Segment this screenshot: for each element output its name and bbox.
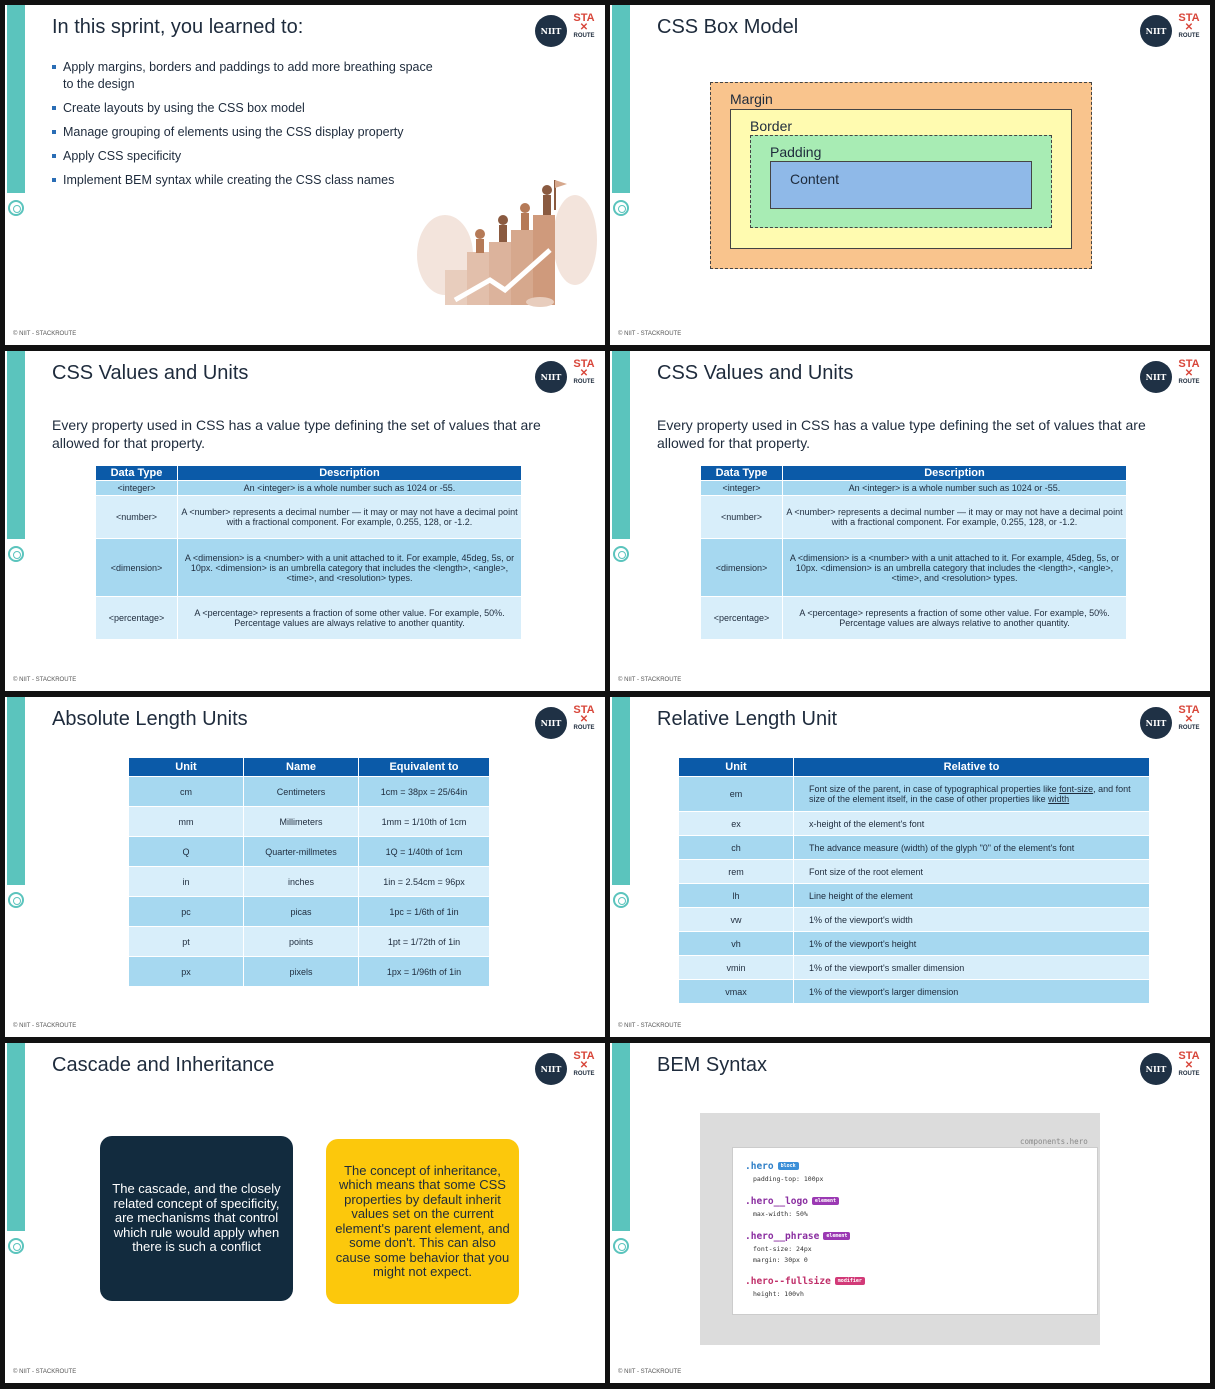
slide-relative-units[interactable] [610,697,1210,1037]
table-cell: x-height of the element's font [794,812,1150,836]
table-cell: The advance measure (width) of the glyph "0" of the element's font [794,836,1150,860]
bem-tag: element [812,1197,839,1205]
table-cell: 1% of the viewport's width [794,908,1150,932]
route-text: ROUTE [1178,725,1200,731]
cell-text: Font size of the parent, in case of typographical properties like [809,784,1060,794]
sta-text: STA [573,12,595,24]
target-icon [8,1238,24,1254]
table-cell: A <number> represents a decimal number — it may or may not have a decimal point with a fractional component. For example, 0.255, 128, or -1.2. [178,496,522,539]
intro-text: Every property used in CSS has a value type defining the set of values that are allowed for that property. [657,417,1146,451]
slide-title: Absolute Length Units [52,708,248,730]
sta-text: STA [573,358,595,370]
accent-bar [612,1043,630,1231]
list-item: Implement BEM syntax while creating the CSS class names [52,172,442,189]
absolute-units-table [128,757,490,987]
table-cell: lh [679,884,794,908]
accent-bar [7,5,25,193]
table-cell: 1cm = 38px = 25/64in [359,777,490,807]
slide-values-units[interactable] [5,351,605,691]
accent-bar [612,697,630,885]
table-cell: 1Q = 1/40th of 1cm [359,837,490,867]
summary-list [52,59,442,196]
route-text: ROUTE [1178,1071,1200,1077]
table-cell: <number> [701,496,783,539]
bem-property: height: 100vh [753,1290,804,1298]
slide-title: CSS Box Model [657,16,799,38]
target-icon [613,892,629,908]
footer: © NIIT - STACKROUTE [618,1023,682,1029]
niit-logo: NIIT [1140,15,1172,47]
target-icon [8,892,24,908]
footer: © NIIT - STACKROUTE [618,677,682,683]
selector-text: .hero__phrase [745,1231,820,1242]
header-data-type: Data Type [96,466,178,481]
target-icon [8,546,24,562]
sta-text: STA [1178,1050,1200,1062]
table-cell: A <dimension> is a <number> with a unit attached to it. For example, 45deg, 5s, or 10px. <dimension> is an umbrella category that includes the <length>, <angle>, <time>, and <resolution> types. [178,539,522,597]
route-text: ROUTE [573,33,595,39]
stackroute-logo: STA ✕ ROUTE [573,704,595,731]
slide-title: In this sprint, you learned to: [52,16,304,38]
table-cell: px [129,957,244,987]
bem-tag: element [823,1232,850,1240]
selector-text: .hero--fullsize [745,1276,831,1287]
table-cell: vmin [679,956,794,980]
bem-property: max-width: 50% [753,1210,808,1218]
slide-cascade[interactable] [5,1043,605,1383]
header-description: Description [178,466,522,481]
inheritance-card: The concept of inheritance, which means that some CSS properties by default inherit values set on the current element's parent element, and some don't. This can also cause some behavior that you might not expect. [326,1139,519,1304]
table-cell: vmax [679,980,794,1004]
padding-label: Padding [770,144,822,160]
intro-text: Every property used in CSS has a value type defining the set of values that are allowed for that property. [52,417,541,451]
footer: © NIIT - STACKROUTE [13,677,77,683]
header-unit: Unit [679,758,794,777]
target-icon [613,200,629,216]
table-cell: rem [679,860,794,884]
selector-text: .hero__logo [745,1196,808,1207]
table-cell: ch [679,836,794,860]
footer: © NIIT - STACKROUTE [13,1369,77,1375]
slide-bem[interactable] [610,1043,1210,1383]
niit-logo: NIIT [535,361,567,393]
list-item: Create layouts by using the CSS box model [52,100,442,117]
table-cell: pt [129,927,244,957]
list-item: Apply margins, borders and paddings to add more breathing space to the design [52,59,442,93]
target-icon [8,200,24,216]
target-icon [613,1238,629,1254]
cell-text: , and font size of the element itself, in the case of other properties like [809,784,1131,804]
table-cell: Quarter-millmetes [244,837,359,867]
table-cell: 1px = 1/96th of 1in [359,957,490,987]
table-cell: A <percentage> represents a fraction of some other value. For example, 50%. Percentage values are always relative to another quantity. [783,597,1127,640]
table-cell: Line height of the element [794,884,1150,908]
header-relative-to: Relative to [794,758,1150,777]
slide-box-model[interactable] [610,5,1210,345]
accent-bar [612,5,630,193]
niit-logo: NIIT [1140,707,1172,739]
header-unit: Unit [129,758,244,777]
stackroute-logo: STA ✕ ROUTE [573,358,595,385]
bem-selector [745,1276,865,1287]
cascade-card: The cascade, and the closely related concept of specificity, are mechanisms that control which rule would apply when there is such a conflict [100,1136,293,1301]
header-equivalent: Equivalent to [359,758,490,777]
slide-values-units-2[interactable] [610,351,1210,691]
route-text: ROUTE [1178,379,1200,385]
table-cell: <dimension> [701,539,783,597]
selector-text: .hero [745,1161,774,1172]
teamwork-illustration [405,170,600,315]
data-type-table [95,465,522,640]
route-text: ROUTE [1178,33,1200,39]
route-text: ROUTE [573,725,595,731]
accent-bar [7,1043,25,1231]
table-cell: in [129,867,244,897]
stackroute-logo: STA ✕ ROUTE [1178,704,1200,731]
table-cell: An <integer> is a whole number such as 1024 or -55. [783,481,1127,496]
bem-selector [745,1196,839,1207]
target-icon [613,546,629,562]
sta-text: STA [1178,704,1200,716]
slide-summary[interactable] [5,5,605,345]
bem-selector [745,1161,799,1172]
table-cell: An <integer> is a whole number such as 1024 or -55. [178,481,522,496]
table-cell: <percentage> [96,597,178,640]
table-cell: ex [679,812,794,836]
sta-text: STA [1178,12,1200,24]
table-cell: 1% of the viewport's smaller dimension [794,956,1150,980]
table-cell: 1in = 2.54cm = 96px [359,867,490,897]
table-cell: <number> [96,496,178,539]
footer: © NIIT - STACKROUTE [618,331,682,337]
table-cell: Q [129,837,244,867]
accent-bar [612,351,630,539]
table-cell: mm [129,807,244,837]
relative-units-table [678,757,1150,1004]
stackroute-logo: STA ✕ ROUTE [1178,12,1200,39]
footer: © NIIT - STACKROUTE [13,1023,77,1029]
niit-logo: NIIT [1140,361,1172,393]
margin-label: Margin [730,91,773,107]
bem-property: margin: 30px 0 [753,1256,808,1264]
stackroute-logo: STA ✕ ROUTE [573,12,595,39]
route-text: ROUTE [573,379,595,385]
table-cell: A <percentage> represents a fraction of some other value. For example, 50%. Percentage values are always relative to another quantity. [178,597,522,640]
niit-logo: NIIT [1140,1053,1172,1085]
niit-logo: NIIT [535,1053,567,1085]
stackroute-logo: STA ✕ ROUTE [1178,358,1200,385]
table-cell: inches [244,867,359,897]
sta-text: STA [573,704,595,716]
header-name: Name [244,758,359,777]
table-cell: 1% of the viewport's larger dimension [794,980,1150,1004]
font-size-link[interactable]: font-size [1059,784,1094,794]
content-label: Content [790,171,840,187]
list-item: Manage grouping of elements using the CSS display property [52,124,442,141]
bem-tag: modifier [835,1277,865,1285]
slide-title: BEM Syntax [657,1054,768,1076]
sta-text: STA [1178,358,1200,370]
route-text: ROUTE [573,1071,595,1077]
bem-selector [745,1231,850,1242]
table-cell: Centimeters [244,777,359,807]
table-cell: picas [244,897,359,927]
bem-property: font-size: 24px [753,1245,812,1253]
table-cell: 1pc = 1/6th of 1in [359,897,490,927]
stackroute-logo: STA ✕ ROUTE [1178,1050,1200,1077]
file-name: components.hero [1020,1137,1088,1146]
slide-title: Relative Length Unit [657,708,838,730]
data-type-table [700,465,1127,640]
accent-bar [7,351,25,539]
bem-property: padding-top: 100px [753,1175,824,1183]
table-cell: 1pt = 1/72th of 1in [359,927,490,957]
table-cell: em [679,777,794,812]
list-item: Apply CSS specificity [52,148,442,165]
slide-title: CSS Values and Units [52,362,249,384]
slide-absolute-units[interactable] [5,697,605,1037]
table-cell: vw [679,908,794,932]
footer: © NIIT - STACKROUTE [13,331,77,337]
table-cell: Millimeters [244,807,359,837]
header-data-type: Data Type [701,466,783,481]
table-cell: vh [679,932,794,956]
table-cell: 1mm = 1/10th of 1cm [359,807,490,837]
table-cell [794,777,1150,812]
table-cell: <percentage> [701,597,783,640]
table-cell: A <dimension> is a <number> with a unit attached to it. For example, 45deg, 5s, or 10px. <dimension> is an umbrella category that includes the <length>, <angle>, <time>, and <resolution> types. [783,539,1127,597]
accent-bar [7,697,25,885]
niit-logo: NIIT [535,15,567,47]
table-cell: Font size of the root element [794,860,1150,884]
table-cell: <dimension> [96,539,178,597]
table-cell: pc [129,897,244,927]
table-cell: A <number> represents a decimal number — it may or may not have a decimal point with a fractional component. For example, 0.255, 128, or -1.2. [783,496,1127,539]
table-cell: points [244,927,359,957]
stackroute-logo: STA ✕ ROUTE [573,1050,595,1077]
niit-logo: NIIT [535,707,567,739]
table-cell: 1% of the viewport's height [794,932,1150,956]
width-link[interactable]: width [1048,794,1070,804]
slide-title: CSS Values and Units [657,362,854,384]
sta-text: STA [573,1050,595,1062]
border-label: Border [750,118,793,134]
table-cell: <integer> [96,481,178,496]
slide-title: Cascade and Inheritance [52,1054,275,1076]
bem-tag: block [778,1162,799,1170]
footer: © NIIT - STACKROUTE [618,1369,682,1375]
table-cell: <integer> [701,481,783,496]
table-cell: pixels [244,957,359,987]
header-description: Description [783,466,1127,481]
table-cell: cm [129,777,244,807]
